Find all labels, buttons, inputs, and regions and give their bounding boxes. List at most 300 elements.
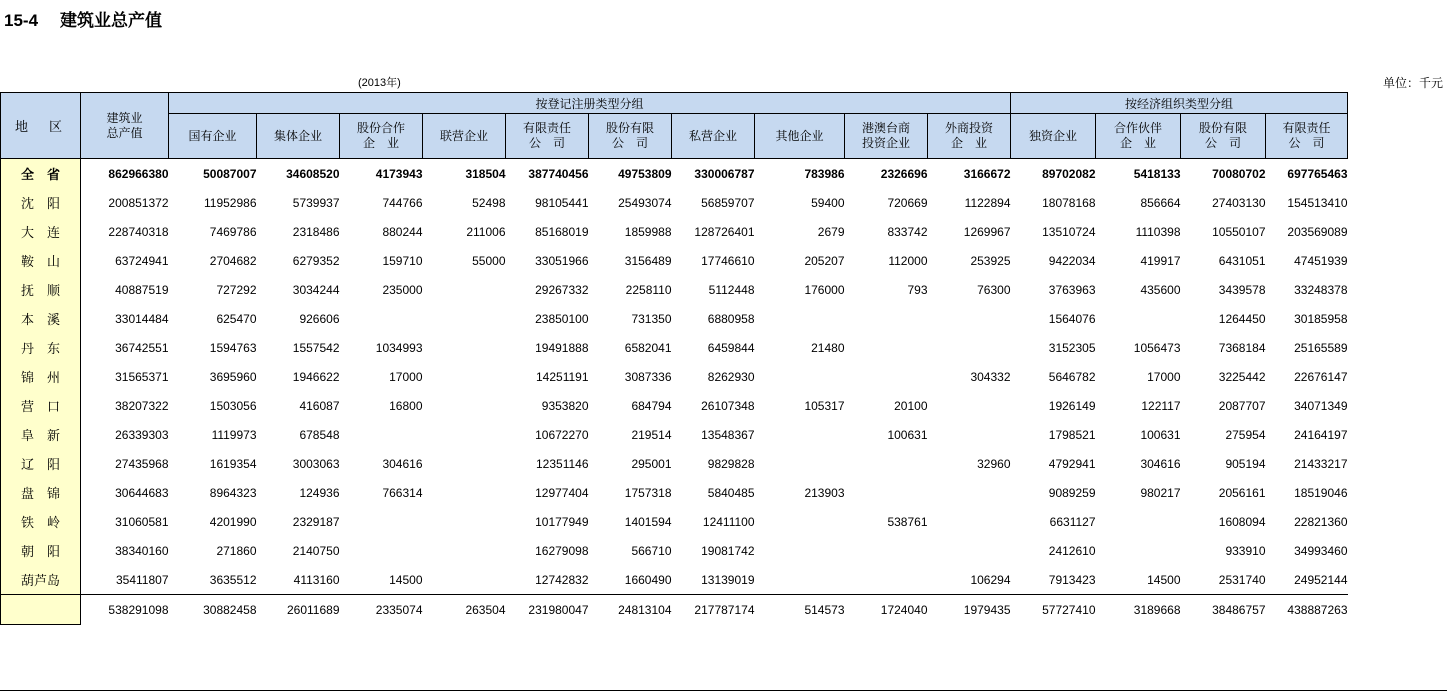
table-cell: 13548367	[701, 427, 755, 442]
table-cell: 70080702	[1212, 166, 1266, 181]
table-cell: 122117	[1141, 398, 1181, 413]
table-cell: 263504	[423, 595, 506, 625]
data-table	[0, 92, 1348, 625]
table-cell: 24813104	[589, 595, 672, 625]
header-col-private: 私营企业	[672, 114, 755, 159]
table-cell: 12411100	[702, 514, 755, 529]
header-col-partnership: 合作伙伴 企 业	[1096, 114, 1181, 159]
table-cell: 766314	[382, 485, 423, 500]
table-cell	[928, 333, 1011, 362]
table-cell: 16800	[389, 398, 423, 413]
table-cell: 231980047	[506, 595, 589, 625]
table-cell: 2258110	[625, 282, 672, 297]
table-cell	[928, 478, 1011, 507]
table-cell: 1056473	[1133, 340, 1181, 355]
table-cell: 833742	[887, 224, 928, 239]
table-title-text: 建筑业总产值	[60, 11, 163, 30]
header-col-hmt-invested: 港澳台商 投资企业	[845, 114, 928, 159]
table-cell: 8964323	[209, 485, 257, 500]
table-cell: 625470	[216, 311, 257, 326]
header-col-other: 其他企业	[755, 114, 845, 159]
table-cell	[423, 565, 506, 595]
table-cell: 275954	[1225, 427, 1266, 442]
table-cell: 1798521	[1048, 427, 1096, 442]
table-cell	[423, 275, 506, 304]
table-cell: 12742832	[535, 572, 589, 587]
table-cell: 12351146	[536, 456, 589, 471]
table-cell	[845, 565, 928, 595]
table-cell: 34993460	[1294, 543, 1348, 558]
table-cell: 1122894	[964, 195, 1011, 210]
table-cell: 124936	[299, 485, 340, 500]
table-cell	[845, 536, 928, 565]
table-cell: 783986	[804, 166, 845, 181]
table-cell: 59400	[811, 195, 845, 210]
table-cell	[340, 536, 423, 565]
header-col-total: 建筑业 总产值	[81, 93, 169, 159]
table-cell: 1619354	[209, 456, 257, 471]
table-cell	[755, 304, 845, 333]
table-cell: 5418133	[1133, 166, 1181, 181]
table-cell	[423, 333, 506, 362]
year-note: (2013年)	[358, 77, 401, 89]
table-row	[1, 391, 1348, 420]
table-cell: 1503056	[209, 398, 257, 413]
table-row	[1, 159, 1348, 189]
table-cell: 3156489	[624, 253, 672, 268]
table-cell: 12977404	[535, 485, 589, 500]
table-cell: 566710	[631, 543, 672, 558]
table-cell	[755, 565, 845, 595]
table-cell: 13510724	[1042, 224, 1096, 239]
table-cell: 3635512	[209, 572, 257, 587]
table-cell: 1264450	[1218, 311, 1266, 326]
table-cell	[423, 536, 506, 565]
table-cell: 17746610	[701, 253, 755, 268]
header-group-row	[1, 93, 1348, 114]
table-cell: 33051966	[535, 253, 589, 268]
table-cell: 35411807	[116, 572, 169, 587]
table-cell: 25165589	[1294, 340, 1348, 355]
table-cell	[755, 449, 845, 478]
table-cell: 793	[907, 282, 928, 297]
table-cell: 1119973	[211, 427, 257, 442]
table-cell: 106294	[970, 572, 1011, 587]
table-cell: 1269967	[963, 224, 1011, 239]
header-col-joint: 联营企业	[423, 114, 506, 159]
table-cell: 1401594	[624, 514, 672, 529]
table-cell: 980217	[1140, 485, 1181, 500]
table-cell: 9829828	[707, 456, 755, 471]
table-cell: 2412610	[1048, 543, 1096, 558]
table-cell	[755, 420, 845, 449]
table-cell: 3087336	[624, 369, 672, 384]
table-cell	[1096, 507, 1181, 536]
table-cell: 55000	[472, 253, 506, 268]
table-cell: 14251191	[536, 369, 589, 384]
table-cell: 26011689	[257, 595, 340, 625]
table-row	[1, 217, 1348, 246]
header-col-collective: 集体企业	[257, 114, 340, 159]
table-cell: 1110398	[1135, 224, 1181, 239]
table-cell: 105317	[804, 398, 845, 413]
table-cell: 2056161	[1218, 485, 1266, 500]
table-cell: 538291098	[81, 595, 169, 625]
table-cell	[845, 478, 928, 507]
region-label: 阜 新	[1, 420, 81, 449]
table-cell	[423, 449, 506, 478]
table-cell	[845, 362, 928, 391]
table-cell: 3152305	[1048, 340, 1096, 355]
table-row	[1, 333, 1348, 362]
table-cell: 100631	[1140, 427, 1181, 442]
table-cell: 50087007	[203, 166, 257, 181]
table-cell: 34608520	[286, 166, 340, 181]
table-cell: 6880958	[707, 311, 755, 326]
table-cell: 98105441	[535, 195, 589, 210]
table-row	[1, 478, 1348, 507]
table-cell: 38340160	[115, 543, 169, 558]
table-cell: 8262930	[707, 369, 755, 384]
table-cell: 203569089	[1287, 224, 1348, 239]
header-col-state: 国有企业	[169, 114, 257, 159]
table-cell: 76300	[977, 282, 1011, 297]
table-row	[1, 304, 1348, 333]
table-cell: 731350	[631, 311, 672, 326]
table-cell: 6279352	[292, 253, 340, 268]
table-cell: 304332	[970, 369, 1011, 384]
table-cell: 2531740	[1218, 572, 1266, 587]
table-cell: 2335074	[340, 595, 423, 625]
table-cell: 1564076	[1048, 311, 1096, 326]
table-cell: 253925	[970, 253, 1011, 268]
table-cell: 2679	[817, 224, 845, 239]
region-label: 朝 阳	[1, 536, 81, 565]
table-cell	[423, 391, 506, 420]
table-cell: 13139019	[701, 572, 755, 587]
table-cell: 200851372	[108, 195, 169, 210]
table-cell: 5112448	[708, 282, 755, 297]
table-cell: 30882458	[169, 595, 257, 625]
table-cell: 304616	[382, 456, 423, 471]
table-cell: 933910	[1225, 543, 1266, 558]
table-cell: 1946622	[292, 369, 340, 384]
table-cell: 697765463	[1287, 166, 1348, 181]
table-cell: 318504	[465, 166, 506, 181]
table-cell: 6431051	[1218, 253, 1266, 268]
bottom-rule	[0, 690, 1447, 691]
table-cell	[928, 536, 1011, 565]
table-row	[1, 188, 1348, 217]
table-cell: 49753809	[618, 166, 672, 181]
table-cell: 24952144	[1294, 572, 1348, 587]
table-cell: 435600	[1140, 282, 1181, 297]
table-cell: 1859988	[624, 224, 672, 239]
table-cell: 4113160	[293, 572, 340, 587]
table-cell: 26107348	[701, 398, 755, 413]
table-cell: 205207	[804, 253, 845, 268]
table-cell: 1034993	[375, 340, 423, 355]
table-cell: 211006	[466, 224, 506, 239]
table-cell: 1557542	[292, 340, 340, 355]
region-label: 盘 锦	[1, 478, 81, 507]
table-cell	[845, 449, 928, 478]
table-cell: 24164197	[1294, 427, 1348, 442]
table-cell: 4201990	[209, 514, 257, 529]
table-cell	[423, 507, 506, 536]
table-row	[1, 362, 1348, 391]
table-cell: 33248378	[1294, 282, 1348, 297]
table-cell	[928, 391, 1011, 420]
table-cell: 25493074	[618, 195, 672, 210]
table-row	[1, 565, 1348, 595]
table-cell: 100631	[887, 427, 928, 442]
table-cell	[340, 420, 423, 449]
header-col-limited-liability: 有限责任 公 司	[506, 114, 589, 159]
region-label: 本 溪	[1, 304, 81, 333]
table-cell: 235000	[382, 282, 423, 297]
table-cell: 2326696	[880, 166, 928, 181]
table-cell: 128726401	[694, 224, 755, 239]
table-cell: 2704682	[209, 253, 257, 268]
region-label: 沈 阳	[1, 188, 81, 217]
table-row	[1, 246, 1348, 275]
table-cell: 30644683	[115, 485, 169, 500]
table-cell: 2087707	[1218, 398, 1266, 413]
table-row	[1, 420, 1348, 449]
table-cell: 6459844	[707, 340, 755, 355]
table-row	[1, 595, 1348, 625]
table-cell: 38486757	[1181, 595, 1266, 625]
table-cell: 514573	[755, 595, 845, 625]
table-cell: 7368184	[1218, 340, 1266, 355]
table-cell	[423, 362, 506, 391]
table-cell: 228740318	[108, 224, 169, 239]
table-cell: 862966380	[108, 166, 169, 181]
table-cell: 856664	[1140, 195, 1181, 210]
table-cell: 21480	[811, 340, 845, 355]
table-cell: 438887263	[1266, 595, 1348, 625]
table-cell: 89702082	[1042, 166, 1096, 181]
table-cell: 387740456	[528, 166, 589, 181]
table-cell: 47451939	[1294, 253, 1348, 268]
table-cell: 2318486	[292, 224, 340, 239]
table-cell: 40887519	[115, 282, 169, 297]
table-cell: 3034244	[292, 282, 340, 297]
table-cell: 219514	[631, 427, 672, 442]
table-cell: 56859707	[701, 195, 755, 210]
table-cell: 38207322	[115, 398, 169, 413]
table-cell: 22676147	[1294, 369, 1348, 384]
header-group-registration: 按登记注册类型分组	[169, 93, 1011, 114]
table-cell	[423, 420, 506, 449]
region-label	[1, 595, 81, 625]
table-cell	[845, 304, 928, 333]
table-cell: 720669	[887, 195, 928, 210]
table-cell: 22821360	[1294, 514, 1348, 529]
table-cell	[755, 507, 845, 536]
region-label: 锦 州	[1, 362, 81, 391]
table-cell: 304616	[1140, 456, 1181, 471]
table-cell	[928, 507, 1011, 536]
table-cell: 744766	[382, 195, 423, 210]
table-cell: 112000	[888, 253, 928, 268]
header-col-foreign-invested: 外商投资 企 业	[928, 114, 1011, 159]
table-cell: 27435968	[115, 456, 169, 471]
table-cell: 727292	[216, 282, 257, 297]
table-cell: 3763963	[1048, 282, 1096, 297]
table-cell	[1096, 304, 1181, 333]
table-cell: 11952986	[204, 195, 257, 210]
table-cell: 4173943	[375, 166, 423, 181]
table-cell: 17000	[1147, 369, 1181, 384]
table-cell: 6582041	[624, 340, 672, 355]
region-label: 抚 顺	[1, 275, 81, 304]
table-cell: 21433217	[1294, 456, 1348, 471]
table-cell: 17000	[389, 369, 423, 384]
table-cell: 217787174	[672, 595, 755, 625]
unit-note: 单位：千元	[1382, 76, 1443, 90]
table-cell: 3189668	[1096, 595, 1181, 625]
table-cell: 19081742	[701, 543, 755, 558]
table-cell: 14500	[389, 572, 423, 587]
table-cell: 880244	[382, 224, 423, 239]
table-cell: 416087	[299, 398, 340, 413]
table-cell: 905194	[1225, 456, 1266, 471]
table-cell: 31060581	[115, 514, 169, 529]
table-cell: 4792941	[1048, 456, 1096, 471]
table-cell: 678548	[299, 427, 340, 442]
table-cell: 18519046	[1294, 485, 1348, 500]
table-cell: 5739937	[292, 195, 340, 210]
table-cell: 52498	[472, 195, 506, 210]
table-cell: 14500	[1147, 572, 1181, 587]
table-cell: 7913423	[1048, 572, 1096, 587]
header-col-limited-liability-2: 有限责任 公 司	[1266, 114, 1348, 159]
header-group-economic: 按经济组织类型分组	[1011, 93, 1348, 114]
table-cell	[1096, 536, 1181, 565]
header-col-shareholding-coop: 股份合作 企 业	[340, 114, 423, 159]
header-col-row	[1, 114, 1348, 159]
table-cell: 27403130	[1212, 195, 1266, 210]
table-cell: 3225442	[1218, 369, 1266, 384]
table-cell: 9422034	[1048, 253, 1096, 268]
header-col-shareholding-ltd-2: 股份有限 公 司	[1181, 114, 1266, 159]
table-cell	[423, 304, 506, 333]
region-label: 辽 阳	[1, 449, 81, 478]
table-cell: 1594763	[209, 340, 257, 355]
table-cell: 271860	[216, 543, 257, 558]
table-cell: 57727410	[1011, 595, 1096, 625]
region-label: 营 口	[1, 391, 81, 420]
region-label: 铁 岭	[1, 507, 81, 536]
table-cell: 10550107	[1212, 224, 1266, 239]
table-cell: 1979435	[928, 595, 1011, 625]
table-cell	[423, 478, 506, 507]
header-col-shareholding-ltd: 股份有限 公 司	[589, 114, 672, 159]
header-col-sole-proprietor: 独资企业	[1011, 114, 1096, 159]
table-cell: 213903	[804, 485, 845, 500]
table-cell: 85168019	[535, 224, 589, 239]
table-cell	[755, 362, 845, 391]
region-label: 大 连	[1, 217, 81, 246]
table-cell: 9089259	[1048, 485, 1096, 500]
table-cell: 5840485	[707, 485, 755, 500]
table-cell: 1724040	[845, 595, 928, 625]
table-cell: 5646782	[1048, 369, 1096, 384]
table-cell	[928, 420, 1011, 449]
table-cell: 29267332	[535, 282, 589, 297]
table-cell: 9353820	[541, 398, 589, 413]
table-cell: 3439578	[1218, 282, 1266, 297]
table-cell: 295001	[631, 456, 672, 471]
table-cell: 684794	[631, 398, 672, 413]
header-region: 地 区	[1, 93, 81, 159]
table-cell	[340, 507, 423, 536]
table-cell: 538761	[887, 514, 928, 529]
table-cell: 154513410	[1287, 195, 1348, 210]
table-cell: 1926149	[1048, 398, 1096, 413]
table-cell: 3003063	[292, 456, 340, 471]
region-label: 全 省	[1, 159, 81, 189]
table-cell: 176000	[804, 282, 845, 297]
table-cell: 32960	[977, 456, 1011, 471]
table-cell: 30185958	[1294, 311, 1348, 326]
table-cell: 419917	[1140, 253, 1181, 268]
table-cell: 1608094	[1218, 514, 1266, 529]
table-number: 15-4	[4, 11, 39, 30]
region-label: 葫芦岛	[1, 565, 81, 595]
table-cell: 1660490	[624, 572, 672, 587]
table-cell: 33014484	[115, 311, 169, 326]
table-body	[1, 159, 1348, 625]
table-cell: 2329187	[292, 514, 340, 529]
table-cell: 7469786	[209, 224, 257, 239]
table-cell: 3695960	[209, 369, 257, 384]
table-cell	[845, 333, 928, 362]
page-title	[4, 6, 162, 31]
table-cell: 34071349	[1294, 398, 1348, 413]
table-row	[1, 536, 1348, 565]
table-cell: 1757318	[624, 485, 672, 500]
table-row	[1, 507, 1348, 536]
table-cell: 18078168	[1042, 195, 1096, 210]
table-cell: 10672270	[535, 427, 589, 442]
table-cell: 330006787	[694, 166, 755, 181]
table-cell: 2140750	[292, 543, 340, 558]
table-cell: 926606	[299, 311, 340, 326]
table-cell	[928, 304, 1011, 333]
table-cell: 6631127	[1049, 514, 1096, 529]
table-cell: 10177949	[535, 514, 589, 529]
table-cell: 36742551	[115, 340, 169, 355]
table-cell	[340, 304, 423, 333]
table-cell: 3166672	[963, 166, 1011, 181]
region-label: 鞍 山	[1, 246, 81, 275]
table-cell: 23850100	[535, 311, 589, 326]
region-label: 丹 东	[1, 333, 81, 362]
table-cell: 31565371	[115, 369, 169, 384]
table-cell: 19491888	[535, 340, 589, 355]
table-row	[1, 449, 1348, 478]
table-cell: 16279098	[535, 543, 589, 558]
table-cell: 159710	[382, 253, 423, 268]
table-cell: 63724941	[115, 253, 169, 268]
table-cell	[755, 536, 845, 565]
table-cell: 26339303	[115, 427, 169, 442]
table-row	[1, 275, 1348, 304]
table-cell: 20100	[894, 398, 928, 413]
